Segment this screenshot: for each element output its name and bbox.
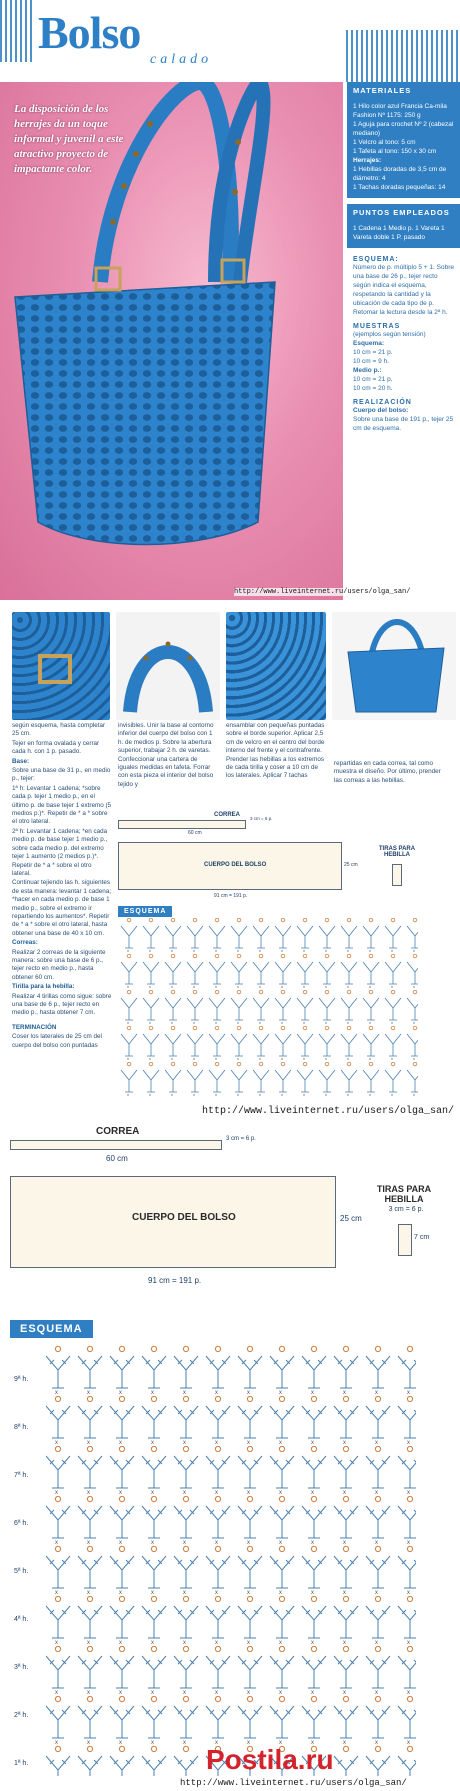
page-header xyxy=(0,0,460,80)
correa-bar-small xyxy=(118,820,246,829)
para: Continuar tejiendo las h. siguientes de esta manera: levantar 1 cadena; *hacer en cada medio p. de base 1 medio p., sobre el extremo ir repartiendo los aumentos*. Repetir de * a * sobre el otro lateral, hasta obtener una base de 40 x 10 cm. xyxy=(12,879,112,937)
watermark-url[interactable]: http://www.liveinternet.ru/users/olga_san/ xyxy=(180,1778,407,1788)
correa-length-big: 60 cm xyxy=(106,1154,128,1163)
cuerpo-text: Sobre una base de 191 p., tejer 25 cm de esquema. xyxy=(353,416,454,432)
stitch-chart-small xyxy=(118,918,418,1098)
hatch-decoration-right xyxy=(346,30,460,82)
hatch-decoration xyxy=(0,0,34,62)
hardware-line: 1 Tachas doradas pequeñas: 14 xyxy=(353,184,446,191)
cuerpo-height-small: 25 cm xyxy=(344,862,358,868)
hardware-line: 1 Hebillas doradas de 3,5 cm de diámetro: 4 xyxy=(353,166,447,182)
row-label: 3ª h. xyxy=(14,1664,29,1671)
samples-esquema-label: Esquema: xyxy=(353,340,385,347)
materials-list xyxy=(347,99,460,198)
row-label: 8ª h. xyxy=(14,1424,29,1431)
instructions-col-4: repartidas en cada correa, tal como muestra el diseño. Por último, prender las correas a las hebillas. xyxy=(334,760,441,784)
para: 1ª h: Levantar 1 cadena; *sobre cada p. tejer 1 medio p., en el último p. de base tejer 1 extremo (5 medios p.)*. Repetir de * a * sobre el otro lateral. xyxy=(12,784,112,826)
tirilla-label: Tirilla para la hebilla: xyxy=(12,983,75,991)
materials-heading: MATERIALES xyxy=(347,82,460,99)
para: según esquema, hasta completar 25 cm. xyxy=(12,722,106,738)
samples-value: 10 cm = 21 p. xyxy=(353,349,393,356)
terminacion-label: TERMINACIÓN xyxy=(12,1023,57,1031)
base-label: Base: xyxy=(12,757,30,765)
instructions-col-3: ensamblar con pequeñas puntadas sobre el borde superior. Aplicar 2,5 cm de velcro en el centro del borde interno del frente y el contrafrente. Prender las hebillas a los extremos de cada tirilla y coser a 10 cm de los laterales. Aplicar 7 tachas xyxy=(226,722,325,780)
realizacion-heading: REALIZACIÓN xyxy=(353,399,412,406)
row-label: 2ª h. xyxy=(14,1712,29,1719)
tiras-bar-big xyxy=(398,1224,412,1256)
page-title: Bolso xyxy=(38,7,141,58)
row-label: 6ª h. xyxy=(14,1520,29,1527)
stitches-heading: PUNTOS EMPLEADOS xyxy=(347,204,460,221)
materials-line: 1 Tafeta al tono: 150 x 30 cm xyxy=(353,148,437,155)
materials-line: 1 Aguja para crochet Nº 2 (cabezal mediano) xyxy=(353,121,454,137)
watermark-url[interactable]: http://www.liveinternet.ru/users/olga_san/ xyxy=(234,588,411,596)
cuerpo-label: Cuerpo del bolso: xyxy=(353,407,409,414)
row-label: 4ª h. xyxy=(14,1616,29,1623)
para: 2ª h: Levantar 1 cadena; *en cada medio p. de base tejer 1 medio p., sobre cada medio p. del extremo tejer 1 aumento (2 medios p.)*. Repetir de * a * sobre el otro lateral. xyxy=(12,827,108,877)
tiras-height-big: 7 cm xyxy=(414,1234,430,1241)
samples-value: 10 cm = 21 p. xyxy=(353,376,393,383)
instructions-col-2: invisibles. Unir la base al contorno inferior del cuerpo del bolso con 1 h. de medios p. Sobre la abertura superior, trabajar 2 h. de varetas. Confeccionar una cartera de iguales medidas en tafeta. Forrar con esta pieza el interior del bolso tejido y xyxy=(118,722,214,788)
samples-value: 10 cm = 9 h. xyxy=(353,358,389,365)
materials-column xyxy=(347,82,460,600)
stitches-text: 1 Cadena 1 Medio p. 1 Vareta 1 Vareta doble 1 P. pasado xyxy=(347,221,460,248)
cuerpo-width-small: 91 cm = 191 p. xyxy=(214,893,248,899)
correa-width-small: 3 cm = 6 p. xyxy=(250,816,273,821)
materials-line: 1 Velcro al tono: 5 cm xyxy=(353,139,416,146)
row-label: 5ª h. xyxy=(14,1568,29,1575)
samples-heading: MUESTRAS xyxy=(353,323,401,330)
esquema-tag-big: ESQUEMA xyxy=(10,1320,93,1338)
page-subtitle: calado xyxy=(150,52,213,67)
correa-label-big: CORREA xyxy=(96,1126,140,1137)
tiras-label-big: TIRAS PARA HEBILLA xyxy=(376,1184,432,1204)
correa-label-small: CORREA xyxy=(214,812,241,818)
tiras-width-big: 3 cm = 6 p. xyxy=(388,1206,424,1213)
hardware-label: Herrajes: xyxy=(353,157,382,164)
samples-value: 10 cm = 20 h. xyxy=(353,385,393,392)
para: Coser los laterales de 25 cm del cuerpo del bolso con puntadas xyxy=(12,1033,102,1049)
detail-photo-handle xyxy=(116,612,220,720)
tiras-label-small: TIRAS PARA HEBILLA xyxy=(378,846,416,858)
correas-label: Correas: xyxy=(12,939,38,947)
cuerpo-width-big: 91 cm = 191 p. xyxy=(148,1276,202,1285)
samples-medio-label: Medio p.: xyxy=(353,367,382,374)
para: Realizar 2 correas de la siguiente manera: sobre una base de 6 p., tejer recto en medio p., hasta obtener 60 cm. xyxy=(12,948,106,981)
esquema-note-text: Número de p. múltiplo 5 + 1. Sobre una base de 26 p., tejer recto según indica el esquema, respetando la cantidad y la ubicación de cada tipo de p. Retomar la lectura desde la 2ª h. xyxy=(353,264,454,316)
cuerpo-label-small: CUERPO DEL BOLSO xyxy=(204,862,267,868)
cuerpo-height-big: 25 cm xyxy=(340,1214,362,1223)
para: Sobre una base de 31 p., en medio p., tejer: xyxy=(12,767,111,783)
correa-width-big: 3 cm = 6 p. xyxy=(226,1136,256,1142)
watermark-url[interactable]: http://www.liveinternet.ru/users/olga_san/ xyxy=(202,1106,455,1117)
stitch-pattern-big xyxy=(46,1346,416,1776)
detail-photo-bag xyxy=(332,612,456,720)
hero-caption: La disposición de los herrajes da un toque informal y juvenil a este atractivo proyecto de impactante color. xyxy=(14,103,124,175)
esquema-tag-small: ESQUEMA xyxy=(118,906,172,917)
tiras-bar-small xyxy=(392,864,402,886)
detail-photo-buckle xyxy=(12,612,110,720)
row-label: 1ª h. xyxy=(14,1760,29,1767)
correa-length-small: 60 cm xyxy=(188,830,202,836)
para: Realizar 4 tirillas como sigue: sobre una base de 6 p., tejer recto en medio p., hasta obtener 7 cm. xyxy=(12,992,112,1017)
para: Tejer en forma ovalada y cerrar cada h. con 1 p. pasado. xyxy=(12,739,100,756)
cuerpo-label-big: CUERPO DEL BOLSO xyxy=(132,1212,236,1223)
detail-photo-mesh xyxy=(226,612,326,720)
row-labels xyxy=(14,1356,54,1788)
esquema-note-label: ESQUEMA: xyxy=(353,256,399,263)
footer-brand: Postila.ru xyxy=(206,1744,334,1775)
correa-bar-big xyxy=(10,1140,222,1150)
row-label: 7ª h. xyxy=(14,1472,29,1479)
instructions-col-1 xyxy=(12,722,112,1051)
samples-note: (ejemplos según tensión) xyxy=(353,331,426,338)
materials-line: 1 Hilo color azul Francia Ca-mila Fashion Nº 1175: 250 g xyxy=(353,103,447,119)
row-label: 9ª h. xyxy=(14,1376,29,1383)
stitch-pattern-small xyxy=(118,918,418,1098)
stitch-chart-big xyxy=(10,1346,450,1776)
